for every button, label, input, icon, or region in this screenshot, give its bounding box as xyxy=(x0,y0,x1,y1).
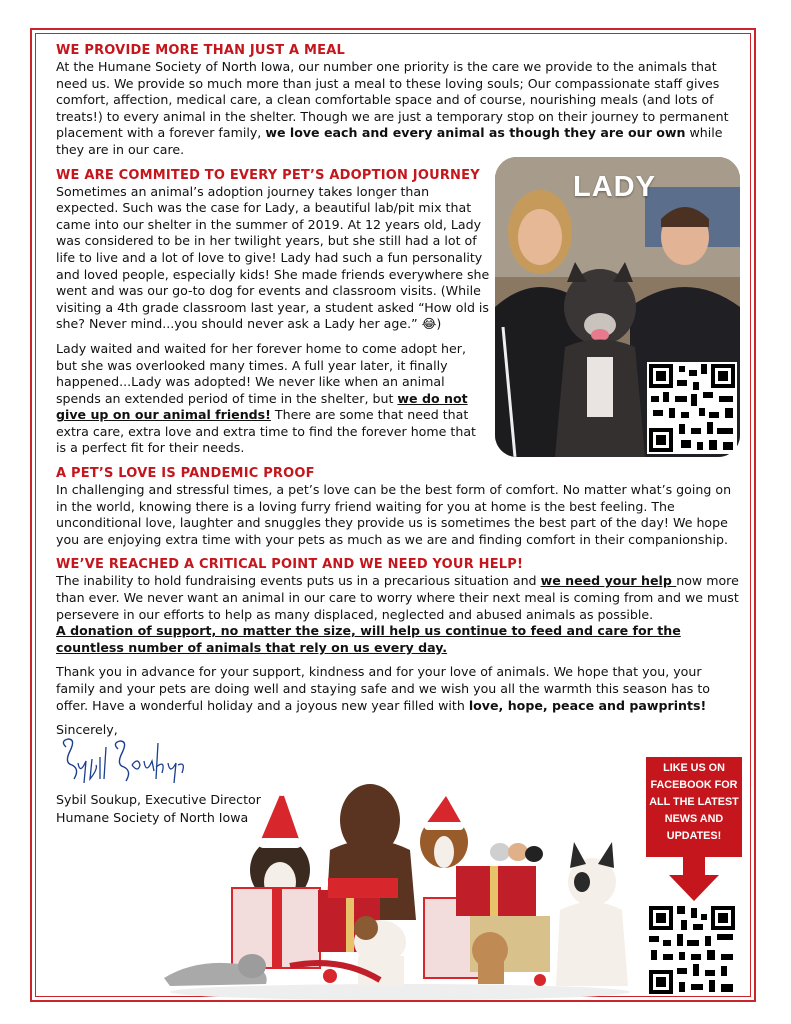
donation-line: A donation of support, no matter the size, will help us continue to feed and care for the countless number of animals that rely on us every day. xyxy=(56,623,681,655)
paragraph-thanks xyxy=(56,664,742,714)
heading-adoption: WE ARE COMMITED TO EVERY PET’S ADOPTION JOURNEY xyxy=(56,167,480,183)
help-underline-text: we need your help xyxy=(540,573,677,589)
adoption-underline-text: we do not give up on our animal friends! xyxy=(56,390,468,423)
facebook-callout xyxy=(646,757,742,857)
help-text-end: now more than ever. We never want an animal in our care to worry where their next meal is coming from and we must persevere in our efforts to help as many displaced, neglected and abused animals as possible. xyxy=(56,573,739,622)
meal-text-end: while they are in our care. xyxy=(56,125,723,157)
meal-bold-text: we love each and every animal as though they are our own xyxy=(265,125,686,141)
closing-sincerely: Sincerely, xyxy=(56,722,118,738)
thanks-text: Thank you in advance for your support, kindness and for your love of animals. We hope that you, your family and your pets are doing well and staying safe and we wish you all the warmth this season has to offer. Have a wonderful holiday and a joyous new year filled with xyxy=(56,664,710,713)
paragraph-meal xyxy=(56,59,742,159)
qr-code-icon[interactable] xyxy=(647,362,737,454)
signature-organization: Humane Society of North Iowa xyxy=(56,810,249,825)
paragraph-help xyxy=(56,573,742,656)
paragraph-adoption-1: Sometimes an animal’s adoption journey takes longer than expected. Such was the case for Lady, a beautiful lab/pit mix that came into our shelter in the summer of 2019. At 12 years old, Lady was considered to be in her twilight years, but she still had a lot of life to live and a lot of love to give! Lady had such a fun personality and loved people, especially kids! She made friends everywhere she went and was our go-to dog for events and classroom visits. (While visiting a 4th grade classroom last year, a student asked “How old is she? Never mind...you should never ask a Lady her age.” 😂) xyxy=(56,183,490,332)
heading-pandemic: A PET’S LOVE IS PANDEMIC PROOF xyxy=(56,466,315,482)
lady-photo-label: LADY xyxy=(573,171,656,203)
facebook-callout-line: NEWS AND xyxy=(664,813,724,825)
adoption-text-end: There are some that need that extra care, extra love and extra time to find the forever home that is a perfect fit for their needs. xyxy=(56,407,476,456)
heading-meal: WE PROVIDE MORE THAN JUST A MEAL xyxy=(56,43,345,58)
heading-help: WE’VE REACHED A CRITICAL POINT AND WE NEED YOUR HELP! xyxy=(56,557,524,573)
facebook-callout-line: UPDATES! xyxy=(666,830,722,842)
facebook-qr-code-icon[interactable] xyxy=(647,904,737,996)
paragraph-adoption-2 xyxy=(56,341,490,457)
signature-name-title: Sybil Soukup, Executive Director xyxy=(56,792,261,807)
facebook-callout-line: FACEBOOK FOR xyxy=(650,779,738,791)
holiday-pets-illustration xyxy=(160,770,640,1000)
meal-text: At the Humane Society of North Iowa, our number one priority is the care we provide to the animals that need us. We provide so much more than just a meal to these loving souls; Our compassionate staff gives comfort, affection, medical care, a clean comfortable space and of course, nourishing meals (and lots of treats!) to every animal in the shelter. Though we are just a temporary stop on their journey to permanent placement with a forever family, xyxy=(56,59,729,141)
help-text: The inability to hold fundraising events puts us in a precarious situation and xyxy=(56,573,541,589)
facebook-callout-line: LIKE US ON xyxy=(663,762,725,774)
facebook-callout-line: ALL THE LATEST xyxy=(649,796,739,808)
down-arrow-icon xyxy=(669,857,719,901)
thanks-bold-text: love, hope, peace and pawprints! xyxy=(468,697,707,713)
paragraph-pandemic: In challenging and stressful times, a pet’s love can be the best form of comfort. No matter what’s going on in the world, knowing there is a loving furry friend waiting for you at home is the best feeling. The unconditional love, laughter and snuggles they provide us is sometimes the best part of the day! We hope you are enjoying extra time with your pets as much as we are and finding comfort in their companionship. xyxy=(56,482,732,547)
adoption-text: Lady waited and waited for her forever home to come adopt her, but she was overlooked many times. A full year later, it finally happened...Lady was adopted! We never like when an animal spends an extended period of time in the shelter, but xyxy=(56,340,466,406)
